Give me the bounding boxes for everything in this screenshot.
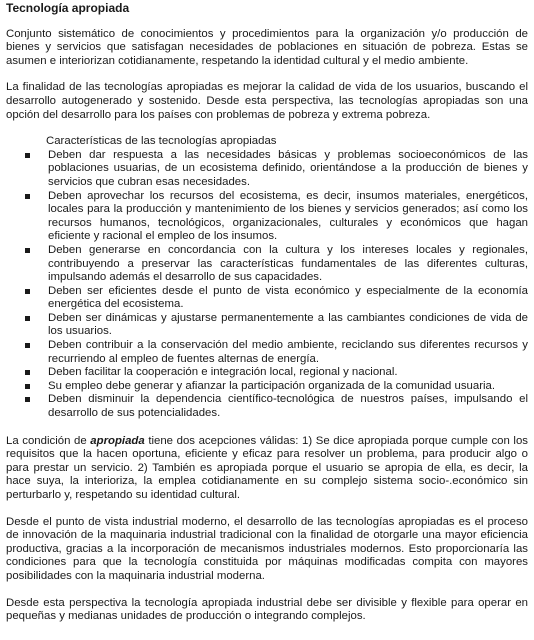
purpose-paragraph: La finalidad de las tecnologías apropiadas es mejorar la calidad de vida de los usuarios, buscando el desarrollo autogenerado y sostenido. Desde esta perspectiva, las tecnologías apropiadas son una opción del desarrollo para los países con problemas de pobreza y extrema pobreza. — [6, 81, 528, 121]
list-item-text: Deben disminuir la dependencia científico-tecnológica de nuestros países, impulsando el desarrollo de sus potencialidades. — [48, 393, 528, 420]
list-item-text: Deben dar respuesta a las necesidades básicas y problemas socioeconómicos de las poblaciones usuarias, de un ecosistema definido, orientándose a la producción de bienes y servicios que cubran esas necesidades. — [48, 148, 528, 188]
list-item — [6, 149, 528, 190]
characteristics-heading: Características de las tecnologías apropiadas — [46, 135, 277, 148]
list-item — [6, 244, 528, 285]
condition-emphasis: apropiada — [90, 434, 145, 447]
list-item-text: Deben ser dinámicas y ajustarse permanentemente a las cambiantes condiciones de vida de los usuarios. — [48, 311, 528, 338]
list-item — [6, 380, 528, 394]
bullet-icon — [25, 248, 30, 253]
bullet-icon — [25, 397, 30, 402]
bullet-icon — [25, 289, 30, 294]
bullet-icon — [25, 153, 30, 158]
definition-paragraph: Conjunto sistemático de conocimientos y procedimientos para la organización y/o producción de bienes y servicios que satisfagan necesidades de poblaciones en situación de pobreza. Estas se asumen e interiorizan cotidianamente, respetando la identidad cultural y el medio ambiente. — [6, 27, 528, 67]
list-item-text: Deben facilitar la cooperación e integración local, regional y nacional. — [48, 366, 398, 379]
bullet-icon — [25, 343, 30, 348]
list-item-text: Deben aprovechar los recursos del ecosistema, es decir, insumos materiales, energéticos, locales para la producción y mantenimiento de los bienes y servicios generados; así como los recursos humanos, tecnológicos, organizacionales, culturales y económicos que hagan eficiente y racional el empleo de los insumos. — [48, 189, 528, 243]
list-item — [6, 312, 528, 339]
condition-text-after: tiene dos acepciones válidas: 1) Se dice apropiada porque cumple con los requisitos que la hacen oportuna, eficiente y eficaz para resolver un problema, para producir algo o para prestar un servicio. 2) También es apropiada porque el usuario se apropia de ella, es decir, la hace suya, la interioriza, la emplea cotidianamente en su complejo sistema socio-.económico sin perturbarlo y, respetando su identidad cultural. — [6, 434, 528, 501]
condition-text-before: La condición de — [6, 434, 91, 447]
list-item — [6, 190, 528, 244]
list-item — [6, 366, 528, 380]
bullet-icon — [25, 384, 30, 389]
closing-paragraph: Desde esta perspectiva la tecnología apropiada industrial debe ser divisible y flexible para operar en pequeñas y medianas unidades de producción o integrando complejos. — [6, 596, 528, 623]
document-title: Tecnología apropiada — [6, 1, 130, 15]
industrial-paragraph: Desde el punto de vista industrial moderno, el desarrollo de las tecnologías apropiadas es el proceso de innovación de la maquinaria industrial tradicional con la finalidad de otorgarle una mayor eficiencia productiva, gracias a la incorporación de mecanismos industriales modernos. Esto proporcionaría las condiciones para que la tecnología constituida por máquinas modificadas compita con mayores posibilidades con la maquinaria industrial moderna. — [6, 515, 528, 582]
bullet-icon — [25, 194, 30, 199]
list-item — [6, 339, 528, 366]
list-item-text: Deben contribuir a la conservación del medio ambiente, reciclando sus diferentes recursos y recurriendo al empleo de fuentes alternas de energía. — [48, 339, 528, 365]
characteristics-list — [6, 149, 528, 421]
list-item-text: Deben generarse en concordancia con la cultura y los intereses locales y regionales, contribuyendo a preservar las características fundamentales de las diferentes culturas, impulsando además el desarrollo de sus capacidades. — [48, 243, 528, 284]
list-item-text: Deben ser eficientes desde el punto de vista económico y especialmente de la economía energética del ecosistema. — [48, 284, 528, 311]
bullet-icon — [25, 316, 30, 321]
list-item — [6, 285, 528, 312]
list-item — [6, 393, 528, 420]
condition-paragraph — [6, 435, 528, 503]
bullet-icon — [25, 370, 30, 375]
list-item-text: Su empleo debe generar y afianzar la participación organizada de la comunidad usuaria. — [48, 379, 496, 392]
